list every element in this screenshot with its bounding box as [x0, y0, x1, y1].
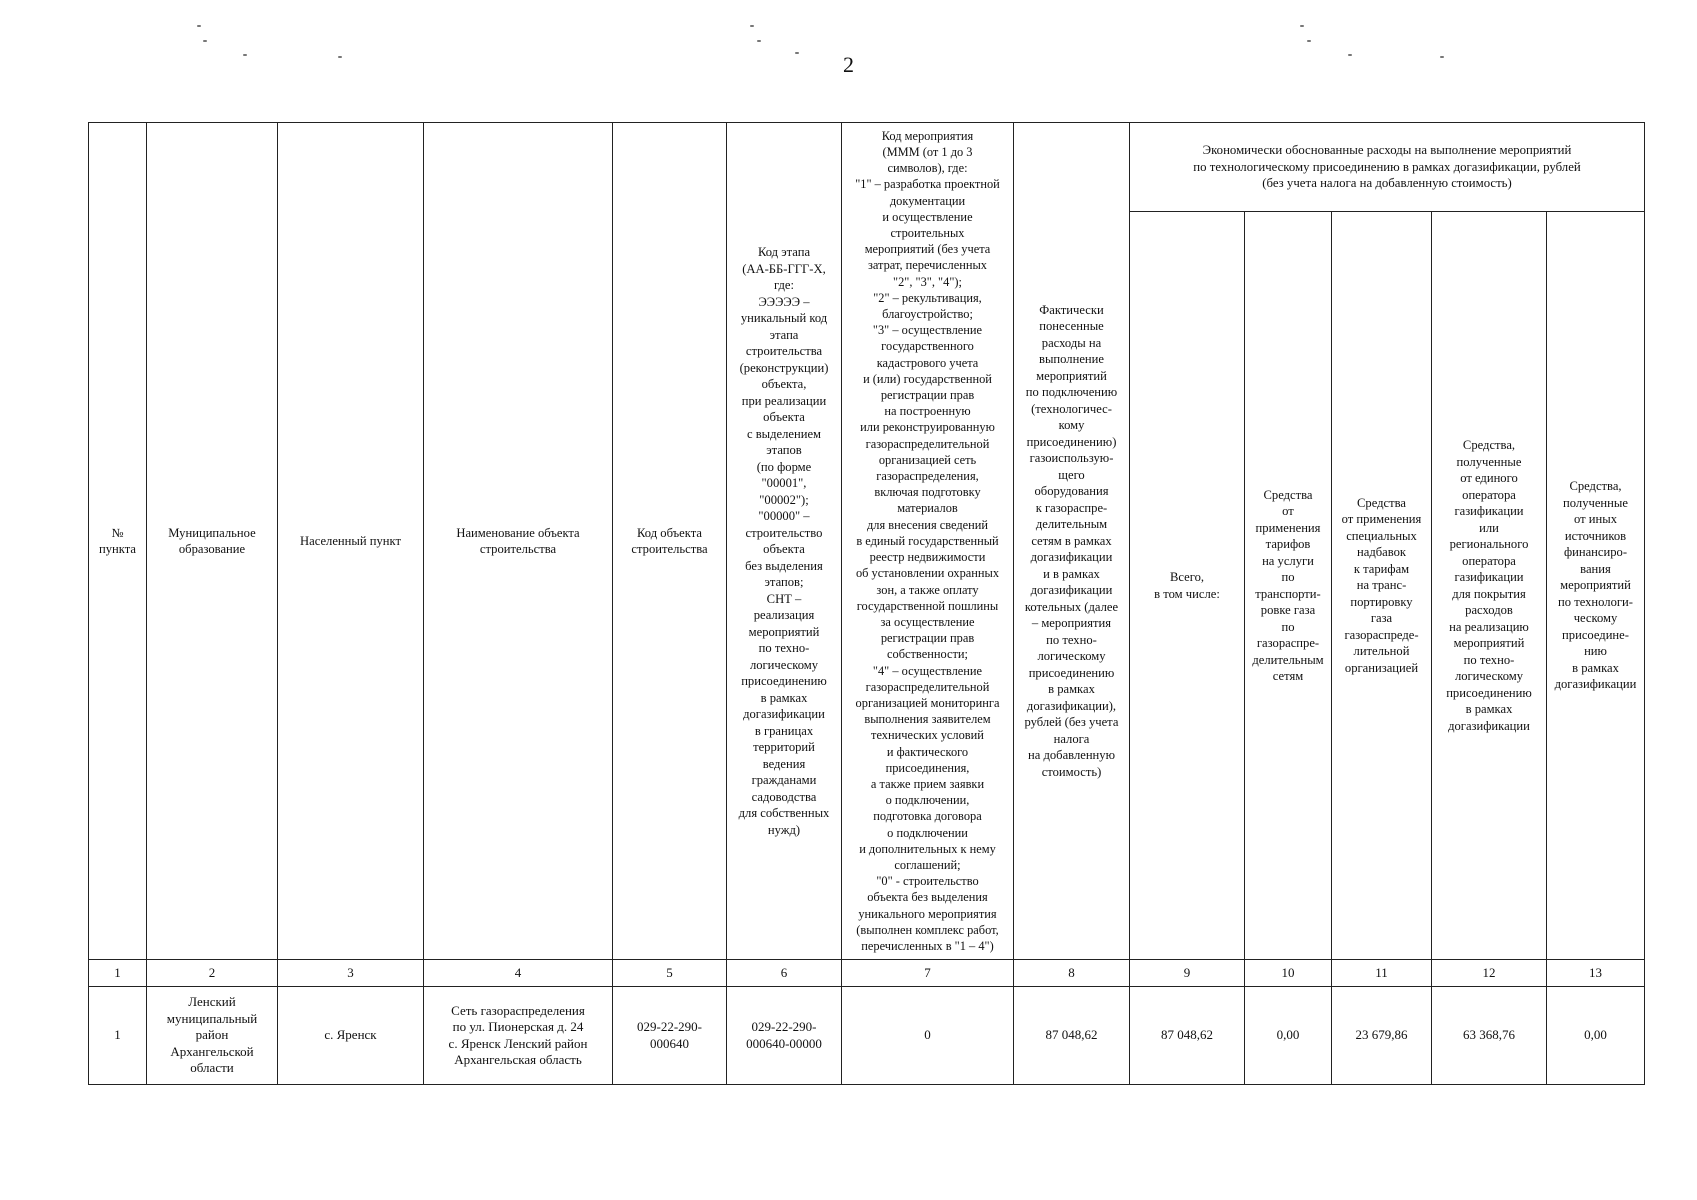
column-header: Средства, полученные от единого оператора газификации или регионального оператора газификации для покрытия расходов на реализацию мероприятий по техно- логическому присоединению в рамках догазификации — [1432, 212, 1547, 960]
table-cell: Сеть газораспределения по ул. Пионерская д. 24 с. Яренск Ленский район Архангельская область — [424, 987, 613, 1085]
column-number: 12 — [1432, 960, 1547, 987]
column-number: 3 — [278, 960, 424, 987]
scan-speck — [757, 40, 761, 42]
table-cell: 63 368,76 — [1432, 987, 1547, 1085]
column-number: 13 — [1547, 960, 1645, 987]
scan-speck — [197, 25, 201, 27]
column-header: Всего, в том числе: — [1130, 212, 1245, 960]
column-number: 10 — [1245, 960, 1332, 987]
column-header: Средства от применения тарифов на услуги по транспорти- ровке газа по газораспре- делительным сетям — [1245, 212, 1332, 960]
column-number: 11 — [1332, 960, 1432, 987]
table-cell: 0,00 — [1245, 987, 1332, 1085]
table-cell: 23 679,86 — [1332, 987, 1432, 1085]
column-number: 7 — [842, 960, 1014, 987]
column-number: 5 — [613, 960, 727, 987]
page-number: 2 — [843, 52, 854, 77]
column-number: 8 — [1014, 960, 1130, 987]
table-cell: 029-22-290- 000640-00000 — [727, 987, 842, 1085]
column-header: Муниципальное образование — [147, 123, 278, 960]
table-cell: 029-22-290- 000640 — [613, 987, 727, 1085]
table-cell: 87 048,62 — [1014, 987, 1130, 1085]
table-row — [89, 987, 1645, 1085]
table-cell: 87 048,62 — [1130, 987, 1245, 1085]
scan-speck — [203, 40, 207, 42]
table-cell: Ленский муниципальный район Архангельской области — [147, 987, 278, 1085]
table-cell: 0,00 — [1547, 987, 1645, 1085]
header-row-top — [89, 123, 1645, 212]
column-group-header: Экономически обоснованные расходы на выполнение мероприятий по технологическому присоединению в рамках догазификации, рублей (без учета налога на добавленную стоимость) — [1130, 123, 1645, 212]
column-number: 6 — [727, 960, 842, 987]
cost-table — [88, 122, 1645, 1085]
column-header: Наименование объекта строительства — [424, 123, 613, 960]
column-header: № пункта — [89, 123, 147, 960]
table-cell: 1 — [89, 987, 147, 1085]
column-header: Фактически понесенные расходы на выполнение мероприятий по подключению (технологичес- кому присоединению) газоиспользую- щего оборудования к газораспре- делительным сетям в рамках догазификации и в рамках догазификации котельных (далее – мероприятия по техно- логическому присоединению в рамках догазификации), рублей (без учета налога на добавленную стоимость) — [1014, 123, 1130, 960]
column-header: Средства от применения специальных надбавок к тарифам на транс- портировку газа газораспреде- лительной организацией — [1332, 212, 1432, 960]
scan-speck — [1307, 40, 1311, 42]
scan-speck — [1300, 25, 1304, 27]
column-number: 2 — [147, 960, 278, 987]
column-number: 1 — [89, 960, 147, 987]
column-header: Код мероприятия (МММ (от 1 до 3 символов), где: "1" – разработка проектной документации и осуществление строительных мероприятий (без учета затрат, перечисленных "2", "3", "4"); "2" – рекультивация, благоустройство; "3" – осуществление государственного кадастрового учета и (или) государственной регистрации прав на построенную или реконструированную газораспределительной организацией сеть газораспределения, включая подготовку материалов для внесения сведений в единый государственный реестр недвижимости об установлении охранных зон, а также оплату государственной пошлины за осуществление регистрации прав собственности; "4" – осуществление газораспределительной организацией мониторинга выполнения заявителем технических условий и фактического присоединения, а также прием заявки о подключении, подготовка договора о подключении и дополнительных к нему соглашений; "0" - строительство объекта без выделения уникального мероприятия (выполнен комплекс работ, перечисленных в "1 – 4") — [842, 123, 1014, 960]
column-header: Населенный пункт — [278, 123, 424, 960]
column-number: 9 — [1130, 960, 1245, 987]
table-cell: с. Яренск — [278, 987, 424, 1085]
column-number: 4 — [424, 960, 613, 987]
column-header: Средства, полученные от иных источников финансиро- вания мероприятий по технологи- ческому присоедине- нию в рамках догазификации — [1547, 212, 1645, 960]
scan-speck — [750, 25, 754, 27]
column-header: Код этапа (АА-ББ-ГГГ-Х, где: ЭЭЭЭЭ – уникальный код этапа строительства (реконструкции) объекта, при реализации объекта с выделением этапов (по форме "00001", "00002"); "00000" – строительство объекта без выделения этапов; СНТ – реализация мероприятий по техно- логическому присоединению в рамках догазификации в границах территорий ведения гражданами садоводства для собственных нужд) — [727, 123, 842, 960]
column-number-row — [89, 960, 1645, 987]
table-cell: 0 — [842, 987, 1014, 1085]
column-header: Код объекта строительства — [613, 123, 727, 960]
